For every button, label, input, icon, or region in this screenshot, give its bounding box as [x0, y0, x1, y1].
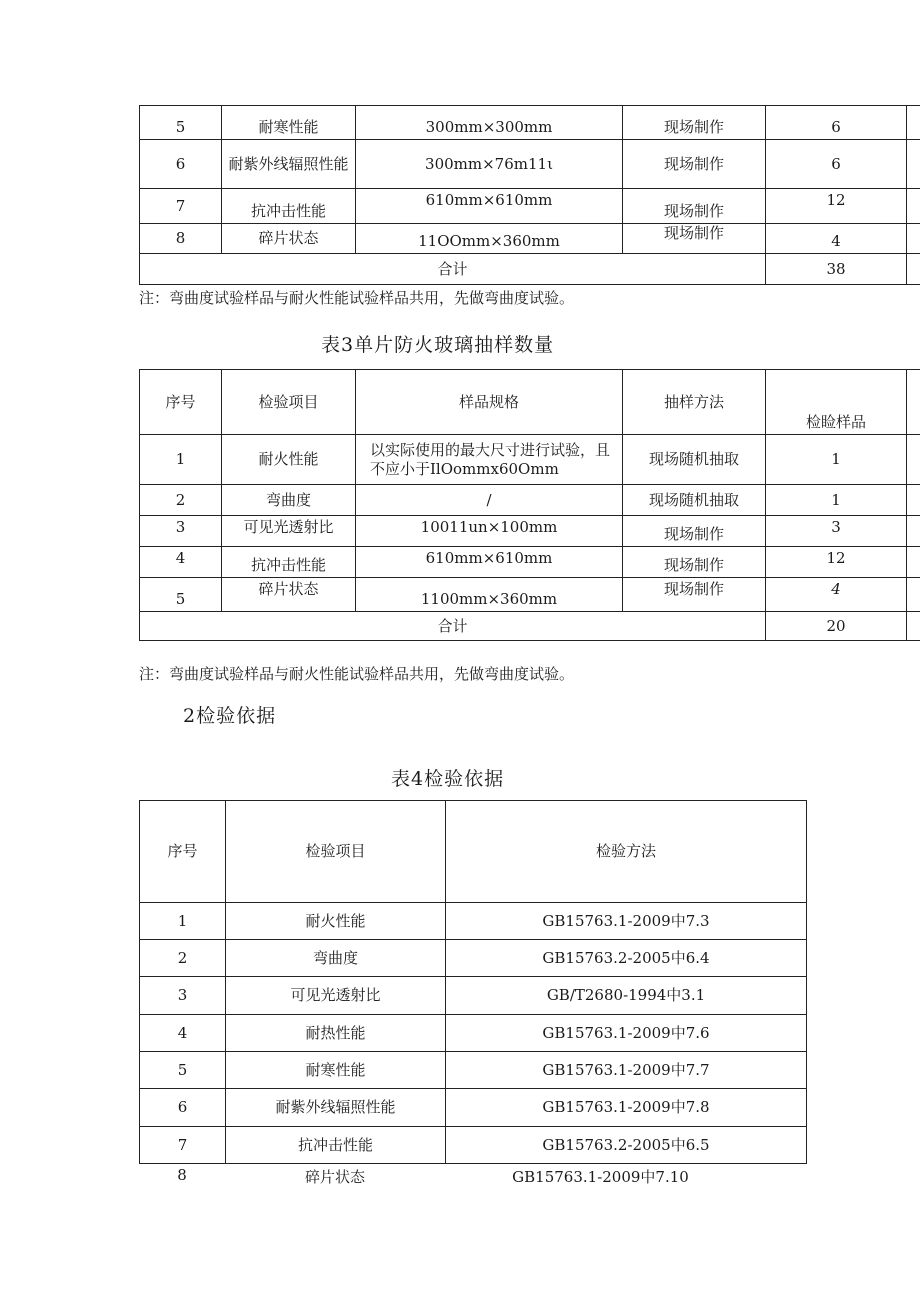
- row-extra-cell: [907, 547, 920, 578]
- row-spec: 610mm×610mm: [356, 547, 623, 578]
- table-row: [140, 485, 920, 516]
- table4: [139, 800, 807, 1164]
- row-no: 4: [140, 547, 222, 578]
- table-row: [140, 578, 920, 612]
- table-row: [140, 903, 807, 940]
- row-qty: 12: [766, 189, 907, 224]
- table-row: [140, 1052, 807, 1089]
- row-spec: 1100mm×360mm: [356, 578, 623, 612]
- table-row: [140, 189, 920, 224]
- table4-caption: 表4检验依据: [391, 768, 505, 790]
- row-item: 耐紫外线辐照性能: [226, 1089, 446, 1127]
- table-row: [140, 224, 920, 254]
- header-qty: 检睑样品: [766, 370, 907, 435]
- row-no: 3: [140, 977, 226, 1015]
- row-no: 8: [140, 224, 222, 254]
- row-method: 现场制作: [623, 106, 766, 140]
- row-method: GB15763.1-2009中7.7: [446, 1052, 807, 1089]
- section-title: 2检验依据: [183, 705, 277, 727]
- row-spec: 610mm×610mm: [356, 189, 623, 224]
- row-qty: 1: [766, 485, 907, 516]
- header-spec: 样品规格: [356, 370, 623, 435]
- row-item: 抗冲击性能: [222, 189, 356, 224]
- header-no: 序号: [140, 370, 222, 435]
- row-method: GB15763.2-2005中6.4: [446, 940, 807, 977]
- row-item: 碎片状态: [222, 224, 356, 254]
- row-spec: 以实际使用的最大尺寸进行试验，且不应小于IlOommx60Omm: [356, 435, 623, 485]
- row-spec: 11OOmm×360mm: [356, 224, 623, 254]
- row-method: 现场随机抽取: [623, 435, 766, 485]
- row-item: 耐寒性能: [226, 1052, 446, 1089]
- row-item: 耐火性能: [226, 903, 446, 940]
- row-spec: 10011un×100mm: [356, 516, 623, 547]
- table3-note: 注：弯曲度试验样品与耐火性能试验样品共用，先做弯曲度试验。: [139, 665, 575, 683]
- header-item: 检验项目: [226, 801, 446, 903]
- row-qty: 6: [766, 106, 907, 140]
- row-item: 抗冲击性能: [222, 547, 356, 578]
- row-item: 可见光透射比: [222, 516, 356, 547]
- table2-note: 注：弯曲度试验样品与耐火性能试验样品共用，先做弯曲度试验。: [139, 289, 575, 307]
- row-extra-cell: [907, 224, 920, 254]
- total-label: 合计: [140, 612, 766, 641]
- table-row: [140, 435, 920, 485]
- row-no: 2: [140, 485, 222, 516]
- row-item: 耐火性能: [222, 435, 356, 485]
- row-extra-cell: [907, 189, 920, 224]
- row-method: 现场制作: [623, 516, 766, 547]
- row-method: 现场随机抽取: [623, 485, 766, 516]
- row-method: 现场制作: [623, 578, 766, 612]
- header-item: 检验项目: [222, 370, 356, 435]
- row-qty: 6: [766, 140, 907, 189]
- table-row: [140, 1127, 807, 1164]
- row-item: 碎片状态: [222, 578, 356, 612]
- row-item: 耐紫外线辐照性能: [222, 140, 356, 189]
- row-spec: /: [356, 485, 623, 516]
- header-method: 抽样方法: [623, 370, 766, 435]
- row-method: 现场制作: [623, 140, 766, 189]
- table-row: [140, 1015, 807, 1052]
- row-extra-cell: [907, 485, 920, 516]
- row-extra-cell: [907, 140, 920, 189]
- row-method: 现场制作: [623, 189, 766, 224]
- row-no: 2: [140, 940, 226, 977]
- row-item: 耐热性能: [226, 1015, 446, 1052]
- row-spec: 300mm×300mm: [356, 106, 623, 140]
- table-row: [140, 140, 920, 189]
- table-row: [140, 940, 807, 977]
- row-no: 1: [140, 435, 222, 485]
- overflow-row-method: GB15763.1-2009中7.10: [512, 1168, 689, 1186]
- row-item: 弯曲度: [222, 485, 356, 516]
- row-no: 1: [140, 903, 226, 940]
- table3: [139, 369, 920, 641]
- row-no: 5: [140, 106, 222, 140]
- table-row: [140, 254, 920, 285]
- row-item: 可见光透射比: [226, 977, 446, 1015]
- row-qty: 1: [766, 435, 907, 485]
- total-value: 20: [766, 612, 907, 641]
- row-no: 3: [140, 516, 222, 547]
- row-method: GB/T2680-1994中3.1: [446, 977, 807, 1015]
- row-qty: 3: [766, 516, 907, 547]
- row-item: 耐寒性能: [222, 106, 356, 140]
- row-qty: 12: [766, 547, 907, 578]
- total-label: 合计: [140, 254, 766, 285]
- row-extra-cell: [907, 578, 920, 612]
- row-method: GB15763.1-2009中7.8: [446, 1089, 807, 1127]
- table-header-row: [140, 370, 920, 435]
- row-item: 弯曲度: [226, 940, 446, 977]
- table-row: [140, 106, 920, 140]
- table-row: [140, 547, 920, 578]
- row-method: GB15763.1-2009中7.3: [446, 903, 807, 940]
- row-no: 6: [140, 1089, 226, 1127]
- row-extra-cell: [907, 516, 920, 547]
- row-method: GB15763.2-2005中6.5: [446, 1127, 807, 1164]
- row-extra-cell: [907, 106, 920, 140]
- table-row: [140, 1089, 807, 1127]
- row-extra-cell: [907, 435, 920, 485]
- row-method: 现场制作: [623, 224, 766, 254]
- table2-partial: [139, 105, 920, 285]
- overflow-row-item: 碎片状态: [304, 1168, 365, 1186]
- table-row: [140, 612, 920, 641]
- row-no: 4: [140, 1015, 226, 1052]
- row-no: 6: [140, 140, 222, 189]
- row-no: 5: [140, 578, 222, 612]
- row-method: GB15763.1-2009中7.6: [446, 1015, 807, 1052]
- row-qty: 4: [766, 224, 907, 254]
- table3-caption: 表3单片防火玻璃抽样数量: [321, 334, 555, 356]
- row-no: 5: [140, 1052, 226, 1089]
- table-row: [140, 516, 920, 547]
- overflow-row-no: 8: [177, 1166, 187, 1184]
- row-spec: 300mm×76m11ι: [356, 140, 623, 189]
- row-extra-cell: [907, 254, 920, 285]
- total-value: 38: [766, 254, 907, 285]
- row-no: 7: [140, 1127, 226, 1164]
- header-method: 检验方法: [446, 801, 807, 903]
- row-extra-cell: [907, 370, 920, 435]
- row-no: 7: [140, 189, 222, 224]
- header-no: 序号: [140, 801, 226, 903]
- table-row: [140, 977, 807, 1015]
- row-method: 现场制作: [623, 547, 766, 578]
- row-item: 抗冲击性能: [226, 1127, 446, 1164]
- row-extra-cell: [907, 612, 920, 641]
- row-qty: 4: [766, 578, 907, 612]
- table-header-row: [140, 801, 807, 903]
